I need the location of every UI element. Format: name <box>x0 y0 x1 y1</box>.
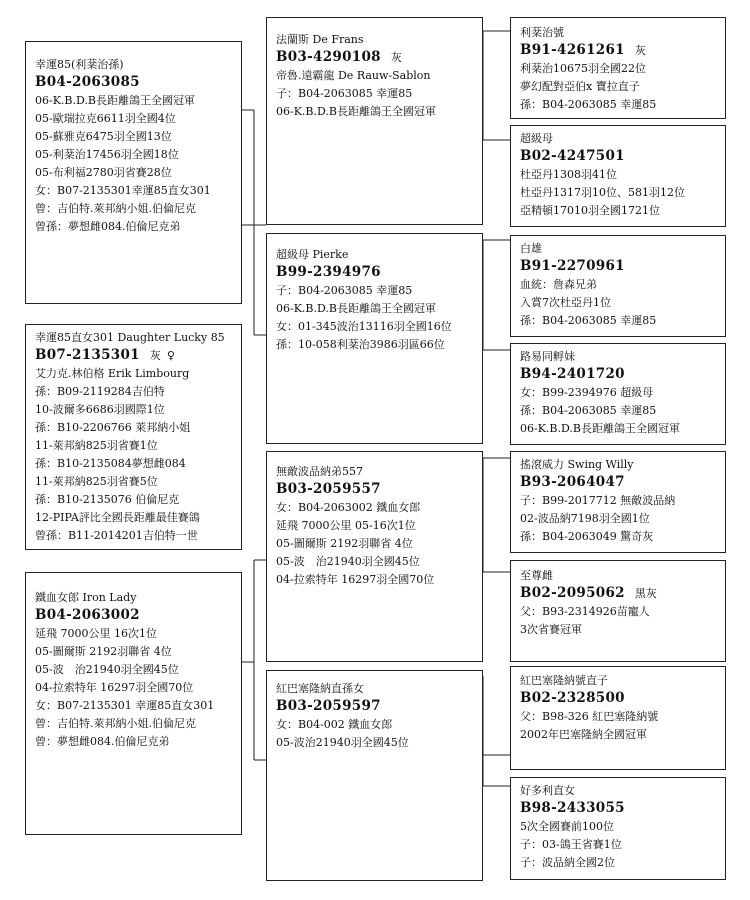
pedigree-line: 父：B93-2314926苗寵人 <box>520 605 650 618</box>
pedigree-line: 06-K.B.D.B長距離鴿王全國冠軍 <box>520 422 681 435</box>
pigeon-name: 超級母 Pierke <box>276 248 349 261</box>
pedigree-line: 女：B07-2135301幸運85直女301 <box>35 184 211 197</box>
pedigree-line: 02-波品納7198羽全國1位 <box>520 512 650 525</box>
pedigree-line: 04-拉索特年 16297羽全國70位 <box>276 573 435 586</box>
ring-number: B99-2394976 <box>276 264 381 280</box>
pedigree-card-granddam-paternal <box>266 233 483 444</box>
pigeon-name: 幸運85(利棻治孫) <box>35 58 124 71</box>
pedigree-line: 05-波 治21940羽全國45位 <box>35 663 179 676</box>
ring-number: B98-2433055 <box>520 800 625 816</box>
pedigree-line: 孫：B04-2063085 幸運85 <box>520 314 657 327</box>
pedigree-line: 孫：B10-2206766 萊邦納小姐 <box>35 421 191 434</box>
pedigree-card-grandsire-paternal <box>266 17 483 225</box>
pedigree-line: 子：03-鴿王省賽1位 <box>520 838 622 851</box>
pedigree-line: 05-波 治21940羽全國45位 <box>276 555 420 568</box>
pedigree-line: 06-K.B.D.B長距離鴿王全國冠軍 <box>276 302 437 315</box>
pedigree-line: 子：B04-2063085 幸運85 <box>276 87 413 100</box>
ring-number: B94-2401720 <box>520 366 625 382</box>
ring-number: B03-2059557 <box>276 481 381 497</box>
pigeon-name: 紅巴塞隆納號直子 <box>520 674 608 687</box>
pedigree-line: 孫：B09-2119284吉伯特 <box>35 385 165 398</box>
pedigree-line: 子：波品納全國2位 <box>520 856 615 869</box>
pedigree-card-ggp-4 <box>510 343 726 445</box>
pedigree-line: 帝魯.遠霸龍 De Rauw-Sablon <box>276 69 431 82</box>
pedigree-line: 孫：B10-2135084夢想雌084 <box>35 457 186 470</box>
pigeon-name: 至尊雌 <box>520 569 553 582</box>
pedigree-card-sire <box>25 41 242 304</box>
pedigree-line: 子：B04-2063085 幸運85 <box>276 284 413 297</box>
pigeon-name: 利棻治號 <box>520 26 564 39</box>
pedigree-card-ggp-1 <box>510 17 726 119</box>
pedigree-line: 夢幻配對亞伯x 寶拉直子 <box>520 80 640 93</box>
pedigree-line: 5次全國賽前100位 <box>520 820 614 833</box>
pedigree-line: 血統：詹森兄弟 <box>520 278 597 291</box>
ring-number: B91-4261261 灰 <box>520 42 646 58</box>
pedigree-line: 延飛 7000公里 05-16次1位 <box>276 519 416 532</box>
color-label: 灰 <box>634 44 646 57</box>
pedigree-line: 子：B99-2017712 無敵波品納 <box>520 494 676 507</box>
pedigree-card-ggp-2 <box>510 125 726 227</box>
ring-number: B04-2063002 <box>35 607 140 623</box>
pedigree-line: 05-圖爾斯 2192羽聯省 4位 <box>276 537 413 550</box>
color-label: 灰 <box>390 51 402 64</box>
pigeon-name: 搖滾威力 Swing Willy <box>520 458 634 471</box>
ring-number: B03-4290108 灰 <box>276 49 402 65</box>
pedigree-line: 04-拉索特年 16297羽全國70位 <box>35 681 194 694</box>
pedigree-line: 孫：10-058利棻治3986羽區66位 <box>276 338 445 351</box>
pedigree-line: 曾孫：B11-2014201吉伯特一世 <box>35 529 198 542</box>
pedigree-line: 延飛 7000公里 16次1位 <box>35 627 157 640</box>
pigeon-name: 紅巴塞隆納直孫女 <box>276 682 364 695</box>
pedigree-card-ggp-7 <box>510 666 726 770</box>
pedigree-line: 女：B07-2135301 幸運85直女301 <box>35 699 215 712</box>
ring-number: B02-4247501 <box>520 148 625 164</box>
pedigree-line: 05-歐瑞拉克6611羽全國4位 <box>35 112 176 125</box>
pedigree-line: 05-波治21940羽全國45位 <box>276 736 409 749</box>
ring-number: B03-2059597 <box>276 698 381 714</box>
pedigree-line: 11-萊邦納825羽省賽1位 <box>35 439 158 452</box>
pedigree-line: 12-PIPA評比全國長距離最佳賽鴿 <box>35 511 200 524</box>
pigeon-name: 白雄 <box>520 242 542 255</box>
pigeon-name: 無敵波品納弟557 <box>276 465 363 478</box>
pedigree-card-grandsire-maternal <box>266 451 483 662</box>
pedigree-line: 05-利棻治17456羽全國18位 <box>35 148 179 161</box>
pigeon-name: 鐵血女郎 Iron Lady <box>35 591 137 604</box>
pedigree-line: 2002年巴塞隆納全國冠軍 <box>520 728 647 741</box>
pigeon-name: 好多利直女 <box>520 784 575 797</box>
pedigree-line: 曾孫：夢想雌084.伯倫尼克弟 <box>35 220 181 233</box>
pedigree-line: 11-萊邦納825羽省賽5位 <box>35 475 158 488</box>
pedigree-line: 女：01-345波治13116羽全國16位 <box>276 320 452 333</box>
pedigree-line: 孫：B04-2063085 幸運85 <box>520 404 657 417</box>
pedigree-line: 05-蘇雅克6475羽全國13位 <box>35 130 172 143</box>
color-label: 黑灰 <box>634 587 657 600</box>
female-symbol-icon: ♀ <box>166 349 176 362</box>
pigeon-name: 超級母 <box>520 132 553 145</box>
pedigree-line: 艾力克.林伯格 Erik Limbourg <box>35 367 190 380</box>
ring-number: B91-2270961 <box>520 258 625 274</box>
pedigree-line: 孫：B10-2135076 伯倫尼克 <box>35 493 180 506</box>
pigeon-name: 法蘭斯 De Frans <box>276 33 364 46</box>
pigeon-name: 幸運85直女301 Daughter Lucky 85 <box>35 331 225 344</box>
ring-number: B02-2328500 <box>520 690 625 706</box>
pedigree-card-ggp-6 <box>510 560 726 662</box>
pedigree-line: 利棻治10675羽全國22位 <box>520 62 646 75</box>
pedigree-line: 曾：吉伯特.萊邦納小姐.伯倫尼克 <box>35 202 196 215</box>
ring-number: B02-2095062 黑灰 <box>520 585 657 601</box>
pedigree-line: 杜亞丹1308羽41位 <box>520 168 617 181</box>
pedigree-line: 曾：吉伯特.萊邦納小姐.伯倫尼克 <box>35 717 196 730</box>
ring-number: B04-2063085 <box>35 74 140 90</box>
pedigree-line: 亞精頓17010羽全國1721位 <box>520 204 660 217</box>
pedigree-line: 曾：夢想雌084.伯倫尼克弟 <box>35 735 170 748</box>
pedigree-card-subject <box>25 324 242 550</box>
pedigree-line: 女：B04-002 鐵血女郎 <box>276 718 393 731</box>
pedigree-line: 孫：B04-2063085 幸運85 <box>520 98 657 111</box>
pedigree-line: 10-波爾多6686羽國際1位 <box>35 403 165 416</box>
pedigree-line: 入賞7次杜亞丹1位 <box>520 296 611 309</box>
pedigree-card-dam <box>25 572 242 835</box>
ring-number: B07-2135301 灰 ♀ <box>35 347 176 363</box>
pedigree-card-granddam-maternal <box>266 670 483 881</box>
pedigree-line: 杜亞丹1317羽10位、581羽12位 <box>520 186 685 199</box>
pedigree-line: 女：B99-2394976 超級母 <box>520 386 654 399</box>
color-label: 灰 <box>149 349 161 362</box>
pedigree-line: 05-布利福2780羽省賽28位 <box>35 166 172 179</box>
pedigree-line: 06-K.B.D.B長距離鴿王全國冠軍 <box>35 94 196 107</box>
pigeon-name: 路易同孵妹 <box>520 350 575 363</box>
pedigree-line: 06-K.B.D.B長距離鴿王全國冠軍 <box>276 105 437 118</box>
pedigree-card-ggp-3 <box>510 235 726 337</box>
pedigree-line: 女：B04-2063002 鐵血女郎 <box>276 501 421 514</box>
ring-number: B93-2064047 <box>520 474 625 490</box>
pedigree-card-ggp-5 <box>510 451 726 553</box>
pedigree-line: 父：B98-326 紅巴塞隆納號 <box>520 710 659 723</box>
pedigree-card-ggp-8 <box>510 777 726 880</box>
pedigree-line: 3次省賽冠軍 <box>520 623 582 636</box>
pedigree-line: 孫：B04-2063049 驚奇灰 <box>520 530 654 543</box>
pedigree-line: 05-圖爾斯 2192羽聯省 4位 <box>35 645 172 658</box>
